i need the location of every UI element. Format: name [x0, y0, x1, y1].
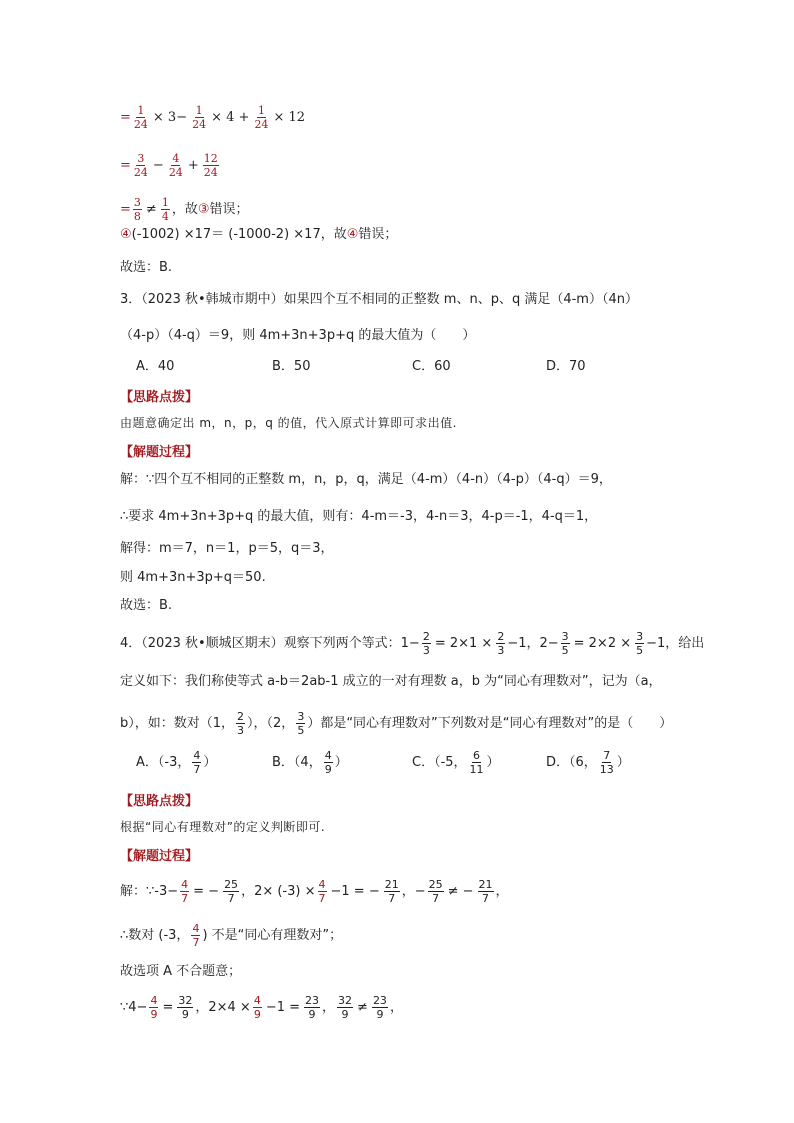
q3-option-b: B．50	[272, 359, 311, 374]
circled-number: ④	[346, 227, 359, 242]
expr-text: × 12	[273, 109, 306, 125]
q3-stem-line-1: 3．（2023 秋•韩城市期中）如果四个互不相同的正整数 m、n、p、q 满足（4-m）（4n）	[120, 292, 638, 307]
q4-stem-line-2: 定义如下：我们称使等式 a-b＝2ab-1 成立的一对有理数 a，b 为“同心有理数对”，记为（a，	[120, 674, 662, 689]
q4-hint-text: 根据“同心有理数对”的定义判断即可.	[120, 820, 326, 834]
solution-line-1	[120, 104, 694, 131]
fraction: $\frac{3}{5}$	[297, 710, 305, 737]
q4-option-c: C．（-5， $\frac{6}{11}$ ）	[412, 749, 500, 776]
q4-solution-step-3: 故选项 A 不合题意；	[120, 964, 242, 979]
equals-sign: =	[120, 157, 131, 173]
fraction: $\frac{1}{24}$	[254, 104, 269, 131]
q4-process-heading: 【解题过程】	[120, 849, 199, 864]
fraction: $\frac{12}{24}$	[203, 152, 218, 179]
q3-process-heading: 【解题过程】	[120, 445, 199, 460]
q3-option-c: C．60	[412, 359, 451, 374]
fraction: $\frac{3}{5}$	[561, 630, 569, 657]
q4-hint-heading: 【思路点拨】	[120, 794, 199, 809]
expr-text: × 3−	[152, 109, 188, 125]
q3-hint-heading: 【思路点拨】	[120, 390, 199, 405]
fraction: $\frac{1}{24}$	[192, 104, 207, 131]
q4-solution-step-4: ∵4− $\frac{4}{9}$ = $\frac{32}{9}$ ，2×4 × $\frac{4}{9}$ −1 = $\frac{23}{9}$ ， $\frac{32}{9}$ ≠ $\frac{23}{9}$ ，	[120, 994, 403, 1021]
solution-line-5: 故选：B.	[120, 260, 173, 275]
expr-text: 错误；	[358, 227, 398, 242]
expr-text: × 4 +	[211, 109, 250, 125]
equals-sign: =	[120, 109, 131, 125]
q4-stem-line-1: 4．（2023 秋•顺城区期末）观察下列两个等式：1− $\frac{2}{3}$ = 2×1 × $\frac{2}{3}$ −1，2− $\frac{3}{5}$ = 2×2 × $\frac{3}{5}$ −1，给出	[120, 630, 705, 657]
solution-line-3	[120, 196, 694, 223]
q3-stem-line-2: （4-p）（4-q）＝9，则 4m+3n+3p+q 的最大值为（ ）	[120, 328, 476, 343]
q3-option-a: A．40	[136, 359, 175, 374]
fraction: $\frac{3}{5}$	[636, 630, 644, 657]
q4-option-b: B．（4， $\frac{4}{9}$ ）	[272, 749, 348, 776]
q4-solution-step-1: 解：∵-3− $\frac{4}{7}$ = − $\frac{25}{7}$ ，2× (-3) × $\frac{4}{7}$ −1 = − $\frac{21}{7}$ ，− $\frac{25}{7}$ ≠ − $\frac{21}{7}$ ，	[120, 878, 509, 905]
expr-text: ≠	[145, 201, 157, 217]
q4-stem-line-3: b），如：数对（1， $\frac{2}{3}$ ），（2， $\frac{3}{5}$ ）都是“同心有理数对”下列数对是“同心有理数对”的是（ ）	[120, 710, 673, 737]
circled-number: ③	[197, 201, 210, 217]
solution-line-2	[120, 152, 694, 179]
fraction: $\frac{4}{24}$	[168, 152, 183, 179]
fraction: $\frac{3}{8}$	[133, 196, 141, 223]
fraction: $\frac{3}{24}$	[133, 152, 148, 179]
q3-solution-step-2: ∴要求 4m+3n+3p+q 的最大值，则有：4-m＝-3，4-n＝3，4-p＝-1，4-q＝1，	[120, 509, 598, 524]
q4-option-a: A．（-3， $\frac{4}{7}$ ）	[136, 749, 217, 776]
expr-text: −	[152, 157, 164, 173]
expr-text: 错误；	[209, 201, 249, 217]
fraction: $\frac{2}{3}$	[497, 630, 505, 657]
q3-solution-step-3: 解得：m＝7，n＝1，p＝5，q＝3，	[120, 541, 334, 556]
q3-option-d: D．70	[546, 359, 586, 374]
expr-text: ，故	[171, 201, 198, 217]
equals-sign: =	[120, 201, 131, 217]
fraction: $\frac{1}{24}$	[133, 104, 148, 131]
q3-solution-step-1: 解：∵四个互不相同的正整数 m，n，p，q，满足（4-m）（4-n）（4-p）（4-q）＝9，	[120, 472, 612, 487]
fraction: $\frac{1}{4}$	[161, 196, 169, 223]
expr-text: (-1002) ×17＝ (-1000-2) ×17，故	[131, 227, 347, 242]
q3-hint-text: 由题意确定出 m，n，p，q 的值，代入原式计算即可求出值.	[120, 416, 457, 430]
expr-text: +	[187, 157, 199, 173]
q3-solution-step-5: 故选：B.	[120, 598, 173, 613]
fraction: $\frac{2}{3}$	[422, 630, 430, 657]
q4-option-d: D．（6， $\frac{7}{13}$ ）	[546, 749, 630, 776]
fraction: $\frac{2}{3}$	[237, 710, 245, 737]
q3-solution-step-4: 则 4m+3n+3p+q＝50.	[120, 570, 266, 585]
solution-line-4	[120, 225, 694, 245]
circled-number: ④	[120, 227, 132, 242]
q4-solution-step-2: ∴数对 (-3， $\frac{4}{7}$ ) 不是“同心有理数对”；	[120, 922, 343, 949]
